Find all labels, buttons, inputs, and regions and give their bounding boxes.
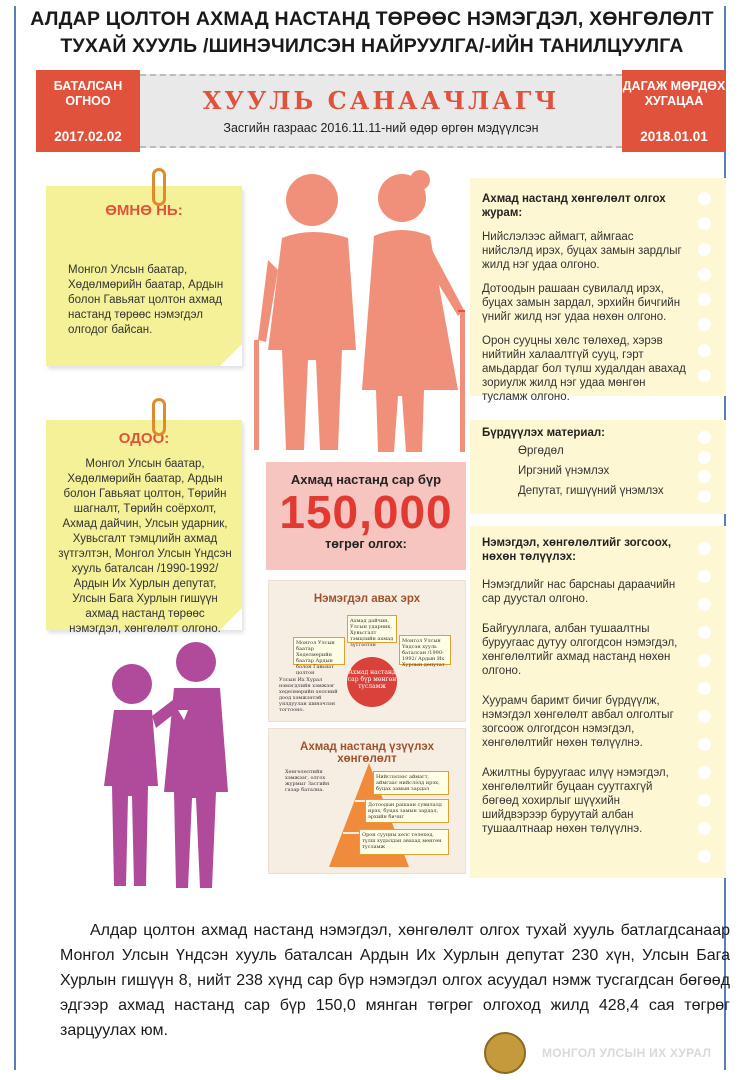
monthly-amount-unit: төгрөг олгох: (325, 537, 407, 551)
discount-side-note: Хөнгөлөлтийн хэмжээг, олгох журмыг Засгийн газар батална. (285, 769, 330, 793)
effective-date-tab (622, 70, 726, 152)
rights-box-right: Монгол Улсын Үндсэн хууль баталсан /1990-1992/ Ардын Их Хурлын депутат (399, 635, 451, 665)
notebook-holes (698, 534, 712, 870)
rights-box-top: Ахмад дайчин, Улсын ударник, Хувьсгалт тэмцлийн ахмад зүтгэлтэн (347, 615, 397, 643)
paperclip-icon (152, 398, 166, 436)
list-item: Депутат, гишүүний үнэмлэх (518, 485, 664, 497)
discount-box-1: Нийслэлээс аймагт, аймгаас нийслэлд ирэх, буцах замын зардал (373, 771, 449, 795)
parliament-emblem-icon (484, 1032, 526, 1074)
list-item: Иргэний үнэмлэх (518, 465, 610, 477)
list-item: Байгууллага, албан тушаалтны буруугаас дутуу олгогдсон нэмэгдэл, хөнгөлөлтийг ахмад настанд нөхөн олгоно. (482, 623, 678, 677)
title-line-1: АЛДАР ЦОЛТОН АХМАД НАСТАНД ТӨРӨӨС НЭМЭГДЭЛ, ХӨНГӨЛӨЛТ (30, 8, 714, 30)
discount-box-2: Дотоодын рашаан сувилалд ирэх, буцах замын зардал, эрхийн бичиг (365, 799, 449, 823)
initiator-box (140, 74, 622, 148)
approved-date-tab (36, 70, 140, 152)
elderly-couple-icon (252, 160, 472, 460)
monthly-amount-value: 150,000 (279, 486, 453, 538)
summary-text: Алдар цолтон ахмад настанд нэмэгдэл, хөнгөлөлт олгох тухай хууль батлагдсанаар Монгол Улсын Үндсэн хууль баталсан Ардын Их Хурлын депутат 230 хүн, Улсын Бага Хурлын гишүүн 8, нийт 238 хүнд сар бүр нэмэгдэл олгох асуудал нэмж тусгагдсан бөгөөд эдгээр ахмад настанд сар бүр 150,0 мянган төгрөг олгоход жилд 428,4 сая төгрөг зарцуулах юм. (60, 922, 730, 1039)
discount-card-title: Ахмад настанд үзүүлэх хөнгөлөлт (300, 741, 434, 765)
note-fold-corner (220, 344, 242, 366)
before-note-heading: ӨМНӨ НЬ: (105, 202, 183, 219)
paperclip-icon (152, 168, 166, 206)
footer (484, 1032, 734, 1076)
list-item: Хуурамч баримт бичиг бүрдүүлж, нэмэгдэл хөнгөлөлт авбал олголтыг зогсоож олгогдсон нэмэгдэл, хөнгөлөлтийг нөхөн төлүүлнэ. (482, 695, 674, 749)
discount-box-3: Орон сууцны хөлс төлөхөд, түлш худалдан авахад мөнгөн тусламж (359, 829, 449, 855)
page-title (0, 6, 744, 60)
initiator-heading: ХУУЛЬ САНААЧЛАГЧ (202, 86, 560, 115)
law-banner (36, 70, 726, 152)
rights-box-left: Монгол Улсын баатар Хөдөлмөрийн баатар Ардын болон Гавьяат цолтон (293, 637, 345, 665)
now-note-heading: ОДОО: (118, 430, 170, 447)
list-item: Өргөдөл (518, 445, 564, 457)
effective-date-label: ДАГАЖ МӨРДӨХ ХУГАЦАА (622, 79, 726, 108)
discount-rules-panel (470, 178, 726, 403)
footer-org-name: МОНГОЛ УЛСЫН ИХ ХУРАЛ (542, 1046, 712, 1060)
list-item: Ажилтны буруугаас илүү нэмэгдэл, хөнгөлөлтийг буцаан суутгахгүй бөгөөд хохирлыг шүүхийн шийдвэрээр буруутай албан тушаалтнаар нөхөн төлүүлнэ. (482, 767, 669, 835)
notebook-holes (698, 428, 712, 506)
required-docs-title: Бүрдүүлэх материал: (482, 427, 605, 439)
family-figures-icon (92, 636, 252, 892)
title-line-2: ТУХАЙ ХУУЛЬ /ШИНЭЧИЛСЭН НАЙРУУЛГА/-ИЙН ТАНИЛЦУУЛГА (60, 35, 684, 57)
discount-rules-title: Ахмад настанд хөнгөлөлт олгох журам: (482, 193, 666, 219)
summary-paragraph (60, 918, 730, 1043)
approved-date-value: 2017.02.02 (54, 129, 122, 144)
stop-repay-title: Нэмэгдэл, хөнгөлөлтийг зогсоох, нөхөн төлүүлэх: (482, 537, 672, 563)
rights-card (268, 580, 466, 722)
stop-repay-panel (470, 526, 726, 878)
list-item: Дотоодын рашаан сувилалд ирэх, буцах замын зардал, эрхийн бичгийн үнийг жилд нэг удаа нөхөн олгоно. (482, 283, 681, 323)
note-fold-corner (220, 608, 242, 630)
before-note (46, 186, 242, 366)
rights-side-note: Улсын Их Хурал нэмэгдлийн хэмжээг хөдөлмөрийн хөлсний доод хэмжээтэй уялдуулан шинэчлэн тогтооно. (279, 677, 338, 713)
rights-card-title: Нэмэгдэл авах эрх (313, 593, 421, 605)
now-note (46, 420, 242, 635)
rights-center-circle: Ахмад настанд сар бүр мөнгөн тусламж (347, 657, 397, 707)
list-item: Нийслэлээс аймагт, аймгаас нийслэлд ирэх, буцах замын зардлыг жилд нэг удаа олгоно. (482, 231, 682, 271)
before-note-text: Монгол Улсын баатар, Хөдөлмөрийн баатар, Ардын болон Гавьяат цолтон ахмад настанд төрөөс нэмэгдэл олгодог байсан. (68, 264, 224, 336)
initiator-subheading: Засгийн газраас 2016.11.11-ний өдөр өргөн мэдүүлсэн (223, 121, 539, 135)
monthly-amount-box (266, 462, 466, 570)
monthly-amount-caption: Ахмад настанд сар бүр (290, 472, 442, 487)
list-item: Нэмэгдлийг нас барснаы дараачийн сар дуустал олгоно. (482, 579, 676, 605)
discount-card (268, 728, 466, 874)
effective-date-value: 2018.01.01 (640, 129, 708, 144)
list-item: Орон сууцны хөлс төлөхөд, хэрэв нийтийн халаалтгүй сууц, гэрт амьдардаг бол түлш худалдан авахад зориулж жилд нэг удаа мөнгөн тусламж олгоно. (482, 335, 686, 403)
approved-date-label: БАТАЛСАН ОГНОО (53, 79, 123, 108)
now-note-text: Монгол Улсын баатар, Хөдөлмөрийн баатар, Ардын болон Гавьяат цолтон, Төрийн шагналт, Төрийн соёрхолт, Ахмад дайчин, Улсын ударник, Хувьсгалт тэмцлийн ахмад зүтгэлтэн, Монгол Улсын Үндсэн хууль баталсан /1990-1992/ Ардын Их Хурлын депутат, Улсын Бага Хурлын гишүүн ахмад настанд төрөөс нэмэгдэл, хөнгөлөлт олгоно. (58, 458, 232, 635)
notebook-holes (698, 186, 712, 388)
required-docs-panel (470, 420, 726, 514)
